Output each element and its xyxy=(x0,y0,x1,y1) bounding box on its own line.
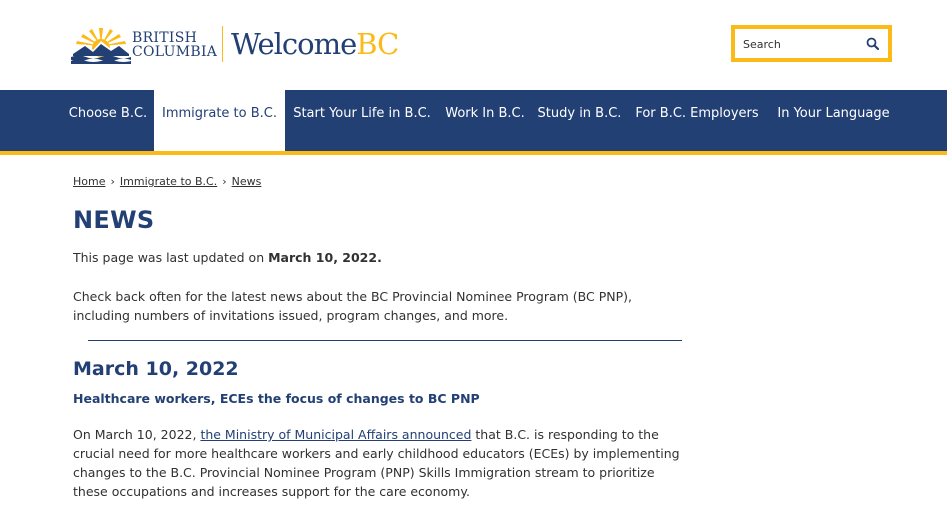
bc-government-logo xyxy=(71,24,216,64)
main-navigation xyxy=(0,90,947,155)
nav-item-label: In Your Language xyxy=(777,106,890,121)
nav-item-for-bc-employers[interactable] xyxy=(632,90,762,151)
nav-item-in-your-language[interactable] xyxy=(770,90,897,151)
nav-item-label: Immigrate to B.C. xyxy=(161,106,277,121)
ministry-announcement-link[interactable]: the Ministry of Municipal Affairs announced xyxy=(200,427,472,442)
nav-item-label: For B.C. Employers xyxy=(635,106,759,121)
search-icon xyxy=(864,35,882,53)
breadcrumb-immigrate[interactable]: Immigrate to B.C. xyxy=(119,175,218,188)
chevron-right-icon: › xyxy=(110,175,115,188)
bc-wordmark-line2: COLUMBIA xyxy=(132,44,218,60)
article-headline: Healthcare workers, ECEs the focus of changes to BC PNP xyxy=(73,391,480,406)
welcomebc-logo[interactable] xyxy=(71,24,401,64)
nav-item-label: Study in B.C. xyxy=(537,106,622,121)
page-title: NEWS xyxy=(73,206,155,234)
chevron-right-icon: › xyxy=(222,175,227,188)
nav-item-start-your-life[interactable] xyxy=(290,90,434,151)
sun-mountain-icon xyxy=(71,24,131,64)
nav-item-label: Work In B.C. xyxy=(445,106,525,121)
nav-item-label: Choose B.C. xyxy=(68,106,148,121)
last-updated-prefix: This page was last updated on xyxy=(73,250,269,265)
bc-wordmark xyxy=(132,31,217,59)
nav-item-label: Start Your Life in B.C. xyxy=(293,106,431,121)
search-box xyxy=(731,25,892,62)
breadcrumb xyxy=(73,175,261,189)
breadcrumb-news[interactable]: News xyxy=(231,175,262,188)
article-body xyxy=(73,425,688,501)
breadcrumb-home[interactable]: Home xyxy=(73,175,106,188)
last-updated-date: March 10, 2022. xyxy=(268,250,382,265)
welcomebc-wordmark xyxy=(231,26,398,62)
search-button[interactable] xyxy=(864,35,882,53)
bc-wordmark-line1: BRITISH xyxy=(132,30,198,46)
site-header xyxy=(0,0,947,90)
article-body-suffix: that B.C. is responding to the crucial need for more healthcare workers and early childhood educators (ECEs) by implementing changes to the B.C. Provincial Nominee Program (PNP) Skills Immigration stream to prioritize these occupations and increases support for the care economy. xyxy=(73,427,680,499)
wordmark-bc: BC xyxy=(356,27,399,61)
last-updated xyxy=(73,249,382,266)
article-date: March 10, 2022 xyxy=(73,358,239,380)
logo-divider xyxy=(222,26,223,62)
wordmark-welcome: Welcome xyxy=(231,27,357,61)
nav-item-study-in-bc[interactable] xyxy=(533,90,626,151)
nav-item-choose-bc[interactable] xyxy=(62,90,154,151)
search-input[interactable] xyxy=(739,33,867,55)
intro-paragraph: Check back often for the latest news about the BC Provincial Nominee Program (BC PNP), including numbers of invitations issued, program changes, and more. xyxy=(73,289,633,323)
nav-item-immigrate-to-bc[interactable] xyxy=(154,90,285,151)
section-divider xyxy=(88,340,682,341)
nav-item-work-in-bc[interactable] xyxy=(440,90,530,151)
article-body-prefix: On March 10, 2022, xyxy=(73,427,201,442)
